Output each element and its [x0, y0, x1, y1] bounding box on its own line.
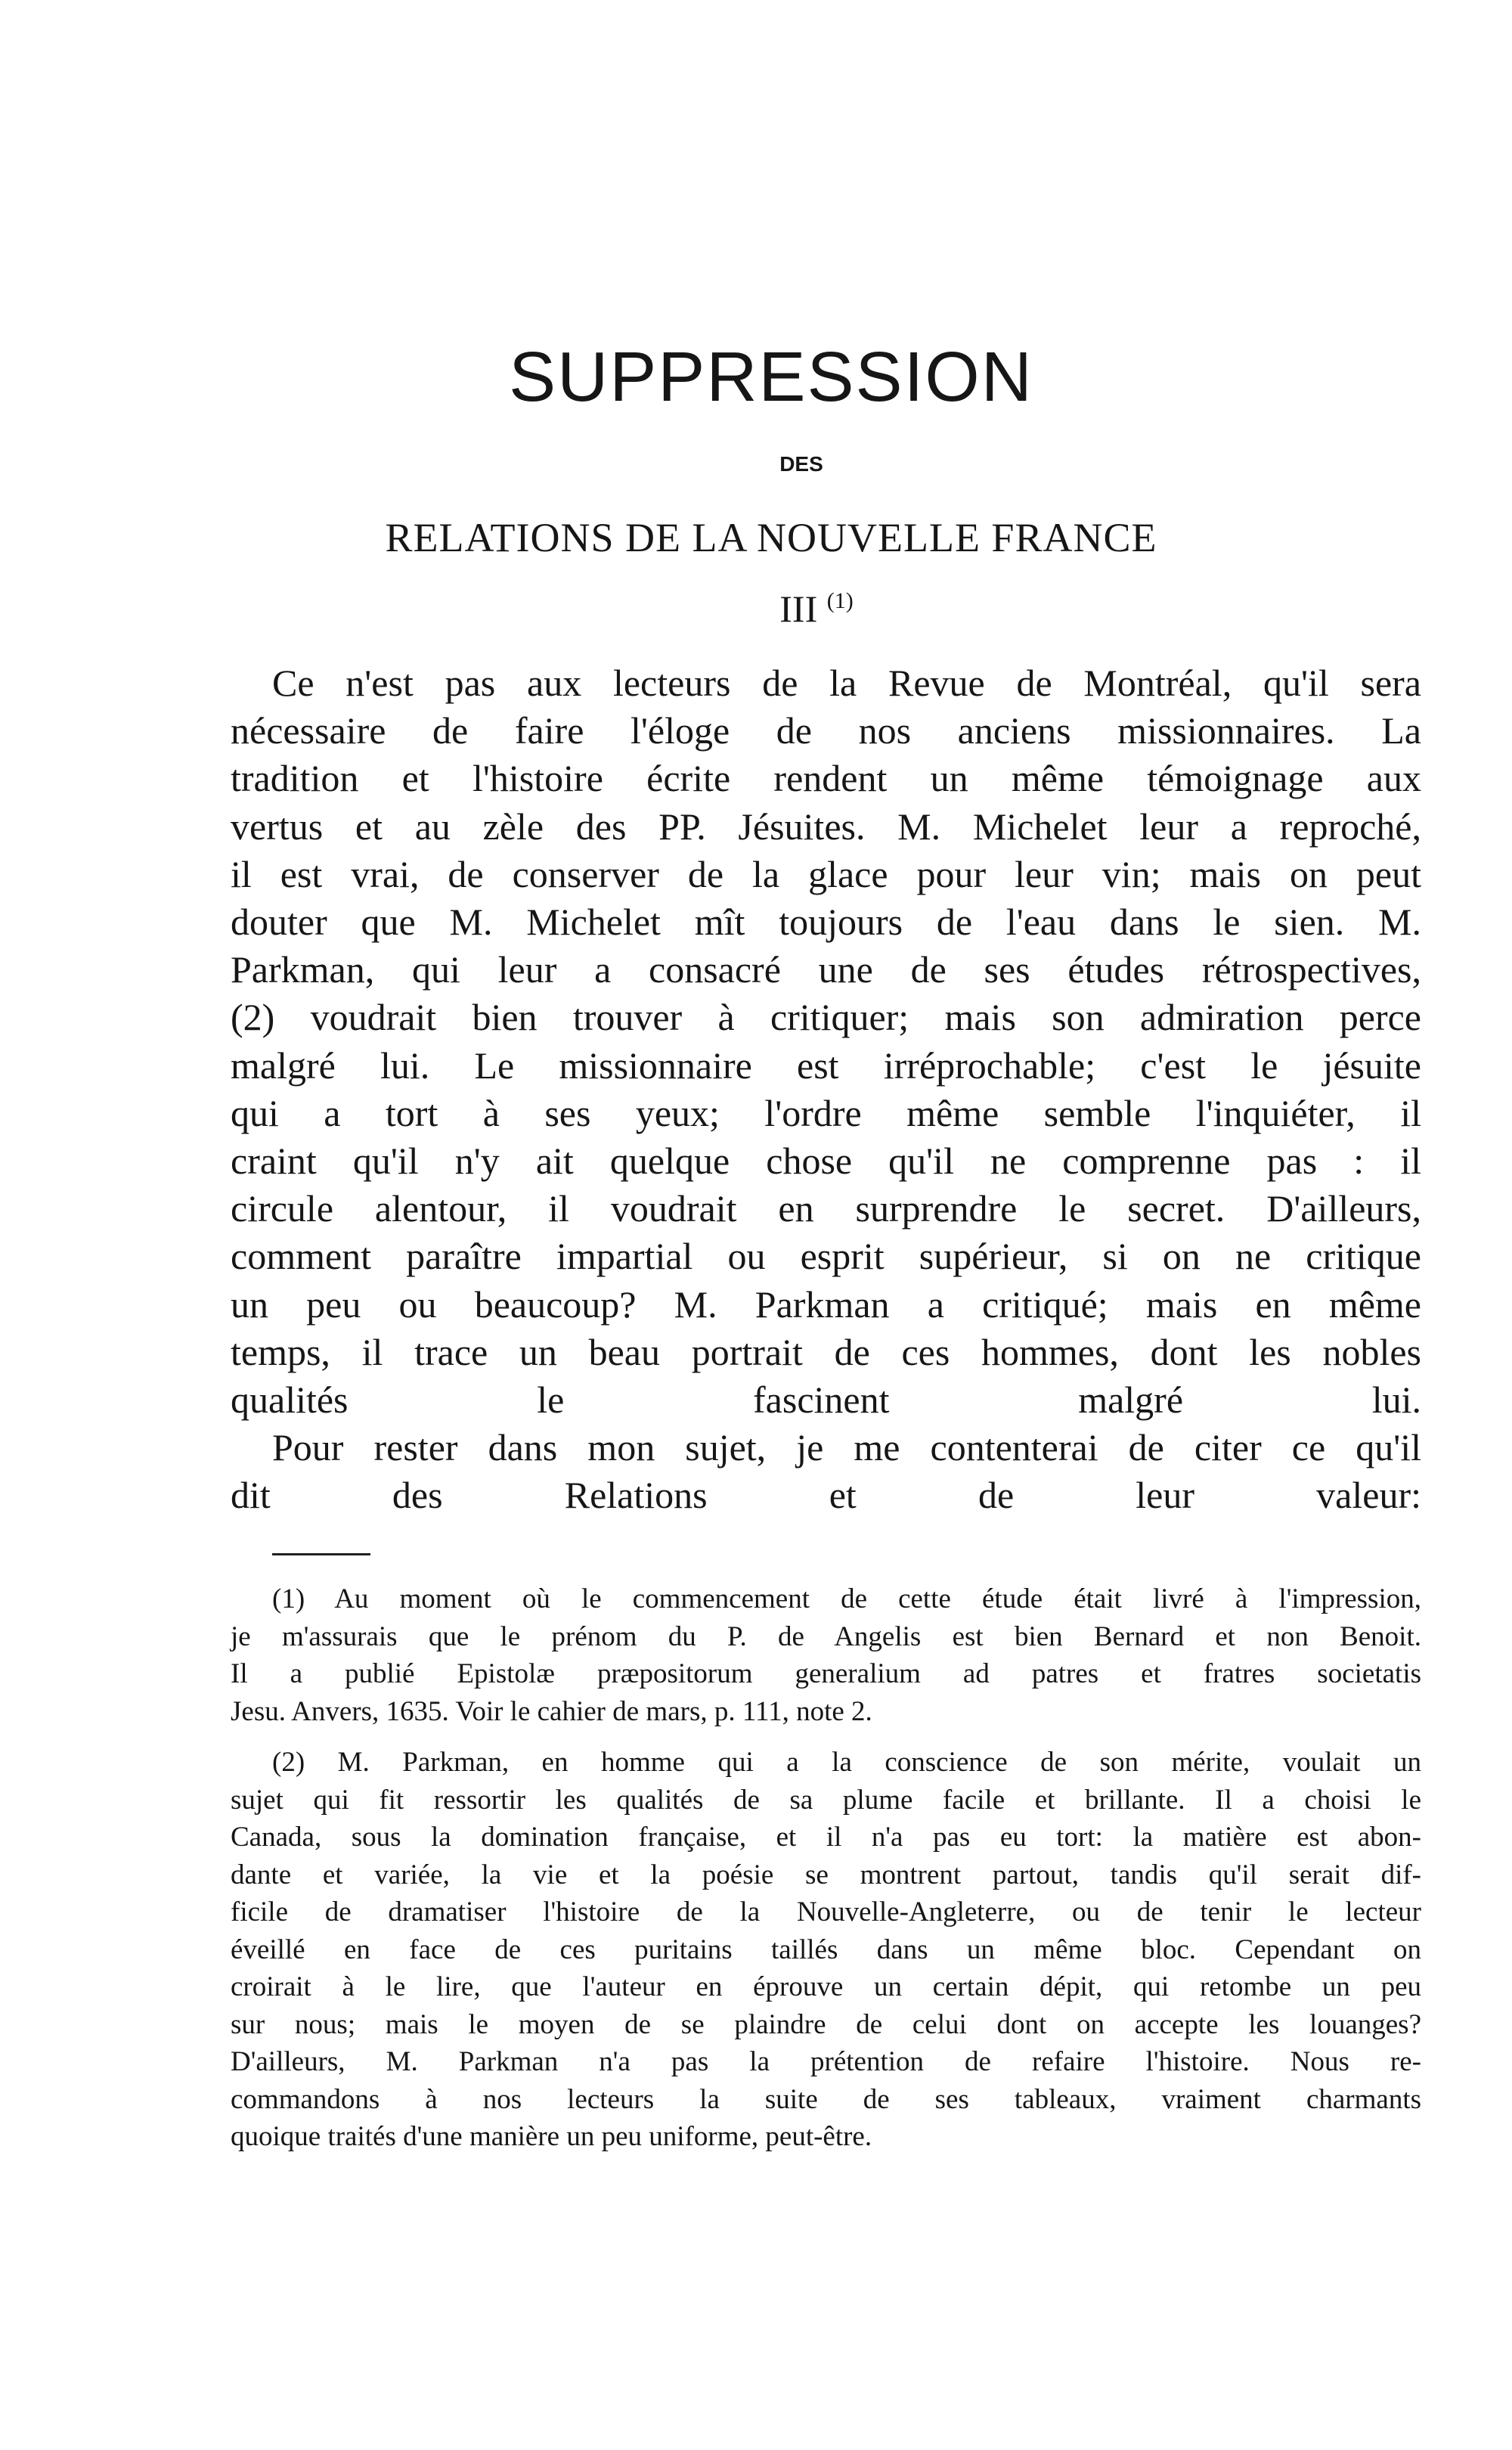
footnote-ref-1: (1): [826, 588, 854, 613]
footnote-line: je m'assurais que le prénom du P. de Angelis est bien Bernard et non Benoit.: [231, 1620, 1421, 1652]
footnote-line: commandons à nos lecteurs la suite de ses tableaux, vraiment charmants: [231, 2083, 1421, 2115]
text-line: (2) voudrait bien trouver à critiquer; mais son admiration perce: [231, 996, 1421, 1039]
text-line: nécessaire de faire l'éloge de nos anciens missionnaires. La: [231, 709, 1421, 752]
text-line: Ce n'est pas aux lecteurs de la Revue de Montréal, qu'il sera: [272, 662, 1421, 704]
text-line: un peu ou beaucoup? M. Parkman a critiqué; mais en même: [231, 1282, 1421, 1326]
footnote-line: ficile de dramatiser l'histoire de la Nouvelle-Angleterre, ou de tenir le lecteur: [231, 1896, 1421, 1927]
footnote-line: quoique traités d'une manière un peu uniforme, peut-être.: [231, 2121, 872, 2152]
footnote-line: éveillé en face de ces puritains taillés dans un même bloc. Cependant on: [231, 1934, 1421, 1965]
footnote-gap: [231, 1730, 1421, 1744]
text-line: tradition et l'histoire écrite rendent un même témoignage aux: [231, 757, 1421, 800]
footnote-line: croirait à le lire, que l'auteur en éprouve un certain dépit, qui retombe un peu: [231, 1971, 1421, 2002]
footnote-line: Jesu. Anvers, 1635. Voir le cahier de mars, p. 111, note 2.: [231, 1695, 872, 1727]
paragraph-2: [231, 1424, 1421, 1519]
text-line: Parkman, qui leur a consacré une de ses études rétrospectives,: [231, 948, 1421, 991]
footnote-line: sujet qui fit ressortir les qualités de sa plume facile et brillante. Il a choisi le: [231, 1784, 1421, 1816]
text-line: il est vrai, de conserver de la glace pour leur vin; mais on peut: [231, 852, 1421, 895]
footnote-2: [231, 1744, 1421, 2156]
footnote-line: Canada, sous la domination française, et il n'a pas eu tort: la matière est abon-: [231, 1822, 1421, 1853]
footnote-line: (2) M. Parkman, en homme qui a la conscience de son mérite, voulait un: [272, 1747, 1421, 1778]
section-number: III: [779, 588, 818, 630]
text-line: vertus et au zèle des PP. Jésuites. M. Michelet leur a reproché,: [231, 805, 1421, 848]
footnote-line: Il a publié Epistolæ præpositorum generalium ad patres et fratres societatis: [231, 1658, 1421, 1689]
body-text: [231, 659, 1421, 1520]
section-heading: [60, 590, 1512, 628]
footnote-line: dante et variée, la vie et la poésie se montrent partout, tandis qu'il serait dif-: [231, 1859, 1421, 1890]
page-subtitle: RELATIONS DE LA NOUVELLE FRANCE: [385, 515, 1157, 560]
text-line: temps, il trace un beau portrait de ces hommes, dont les nobles: [231, 1330, 1421, 1373]
text-line: dit des Relations et de leur valeur:: [231, 1474, 1421, 1517]
footnotes: [231, 1580, 1421, 2156]
text-line: comment paraître impartial ou esprit supérieur, si on ne critique: [231, 1235, 1421, 1278]
footnote-line: (1) Au moment où le commencement de cette étude était livré à l'impression,: [272, 1583, 1421, 1614]
page-title: SUPPRESSION: [509, 337, 1033, 416]
footnote-separator: [272, 1553, 370, 1555]
text-line: douter que M. Michelet mît toujours de l'eau dans le sien. M.: [231, 901, 1421, 944]
text-line: qualités le fascinent malgré lui.: [231, 1379, 1421, 1422]
text-line: qui a tort à ses yeux; l'ordre même semble l'inquiéter, il: [231, 1091, 1421, 1134]
text-line: craint qu'il n'y ait quelque chose qu'il ne comprenne pas : il: [231, 1140, 1421, 1183]
text-line: malgré lui. Le missionnaire est irréprochable; c'est le jésuite: [231, 1044, 1421, 1087]
footnote-line: sur nous; mais le moyen de se plaindre de celui dont on accepte les louanges?: [231, 2008, 1421, 2040]
footnote-1: [231, 1580, 1421, 1730]
footnote-line: D'ailleurs, M. Parkman n'a pas la prétention de refaire l'histoire. Nous re-: [231, 2046, 1421, 2077]
title-connector: DES: [779, 452, 823, 476]
paragraph-1: [231, 659, 1421, 1424]
text-line: Pour rester dans mon sujet, je me contenterai de citer ce qu'il: [272, 1426, 1421, 1469]
text-line: circule alentour, il voudrait en surprendre le secret. D'ailleurs,: [231, 1187, 1421, 1230]
